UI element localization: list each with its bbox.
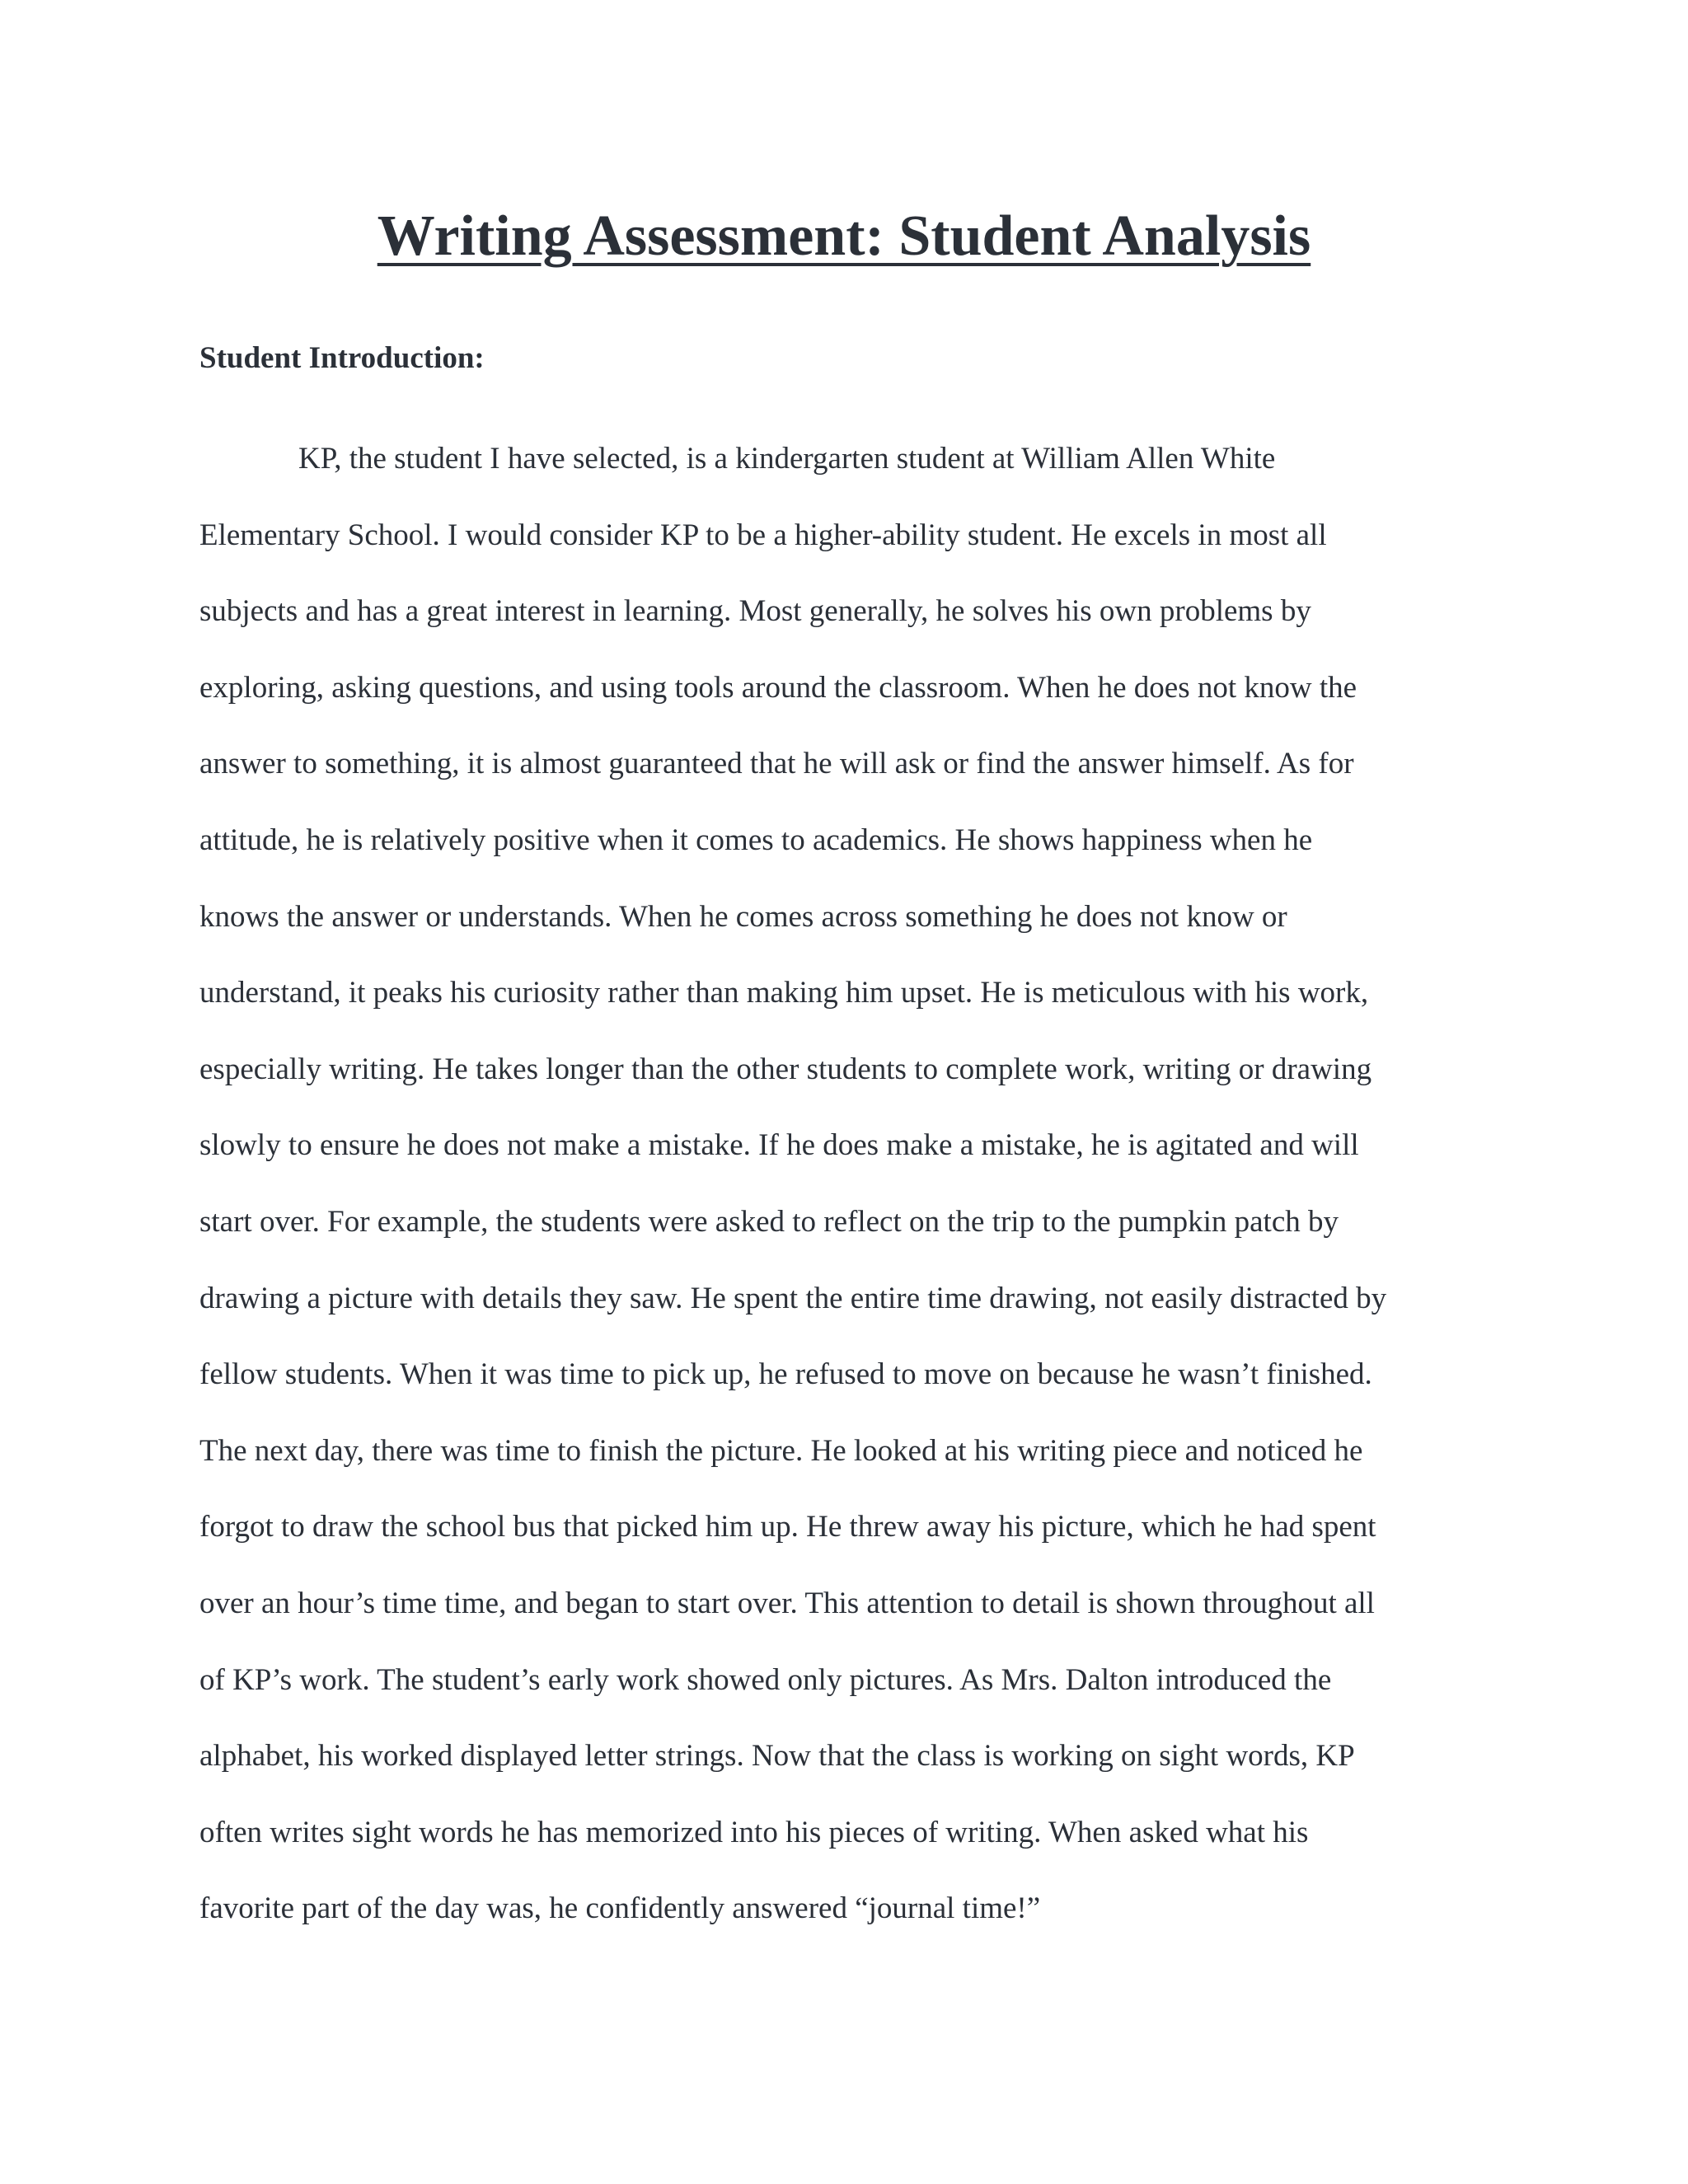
paragraph-line: knows the answer or understands. When he comes across something he does not know or bbox=[199, 899, 1287, 934]
paragraph-line: often writes sight words he has memorized into his pieces of writing. When asked what his bbox=[199, 1815, 1309, 1849]
paragraph-line: start over. For example, the students were asked to reflect on the trip to the pumpkin patch by bbox=[199, 1204, 1339, 1239]
paragraph-line: alphabet, his worked displayed letter strings. Now that the class is working on sight words, KP bbox=[199, 1739, 1355, 1774]
paragraph-line: slowly to ensure he does not make a mistake. If he does make a mistake, he is agitated and will bbox=[199, 1128, 1359, 1163]
paragraph-line: exploring, asking questions, and using tools around the classroom. When he does not know the bbox=[199, 670, 1357, 705]
paragraph-line: Elementary School. I would consider KP to be a higher-ability student. He excels in most all bbox=[199, 518, 1327, 552]
paragraph-line: especially writing. He takes longer than the other students to complete work, writing or drawing bbox=[199, 1052, 1372, 1086]
paragraph-line: KP, the student I have selected, is a kindergarten student at William Allen White bbox=[298, 442, 1276, 476]
paragraph-line: The next day, there was time to finish the picture. He looked at his writing piece and noticed he bbox=[199, 1433, 1363, 1468]
paragraph-line: attitude, he is relatively positive when it comes to academics. He shows happiness when he bbox=[199, 823, 1313, 857]
paragraph-line: subjects and has a great interest in learning. Most generally, he solves his own problems by bbox=[199, 594, 1311, 629]
paragraph-line: fellow students. When it was time to pick up, he refused to move on because he wasn’t finished. bbox=[199, 1357, 1372, 1392]
body-paragraph bbox=[199, 434, 1502, 1961]
document-title bbox=[0, 204, 1688, 268]
paragraph-line: favorite part of the day was, he confidently answered “journal time!” bbox=[199, 1891, 1041, 1926]
paragraph-line: over an hour’s time time, and began to start over. This attention to detail is shown throughout all bbox=[199, 1586, 1375, 1620]
document-title-text: Writing Assessment: Student Analysis bbox=[377, 204, 1311, 268]
paragraph-line: drawing a picture with details they saw. He spent the entire time drawing, not easily distracted by bbox=[199, 1281, 1387, 1315]
paragraph-line: answer to something, it is almost guaranteed that he will ask or find the answer himself. As for bbox=[199, 747, 1354, 781]
paragraph-line: understand, it peaks his curiosity rather than making him upset. He is meticulous with his work, bbox=[199, 976, 1369, 1010]
paragraph-line: of KP’s work. The student’s early work showed only pictures. As Mrs. Dalton introduced the bbox=[199, 1662, 1332, 1697]
section-heading: Student Introduction: bbox=[199, 341, 485, 375]
paragraph-line: forgot to draw the school bus that picked him up. He threw away his picture, which he had spent bbox=[199, 1510, 1376, 1544]
